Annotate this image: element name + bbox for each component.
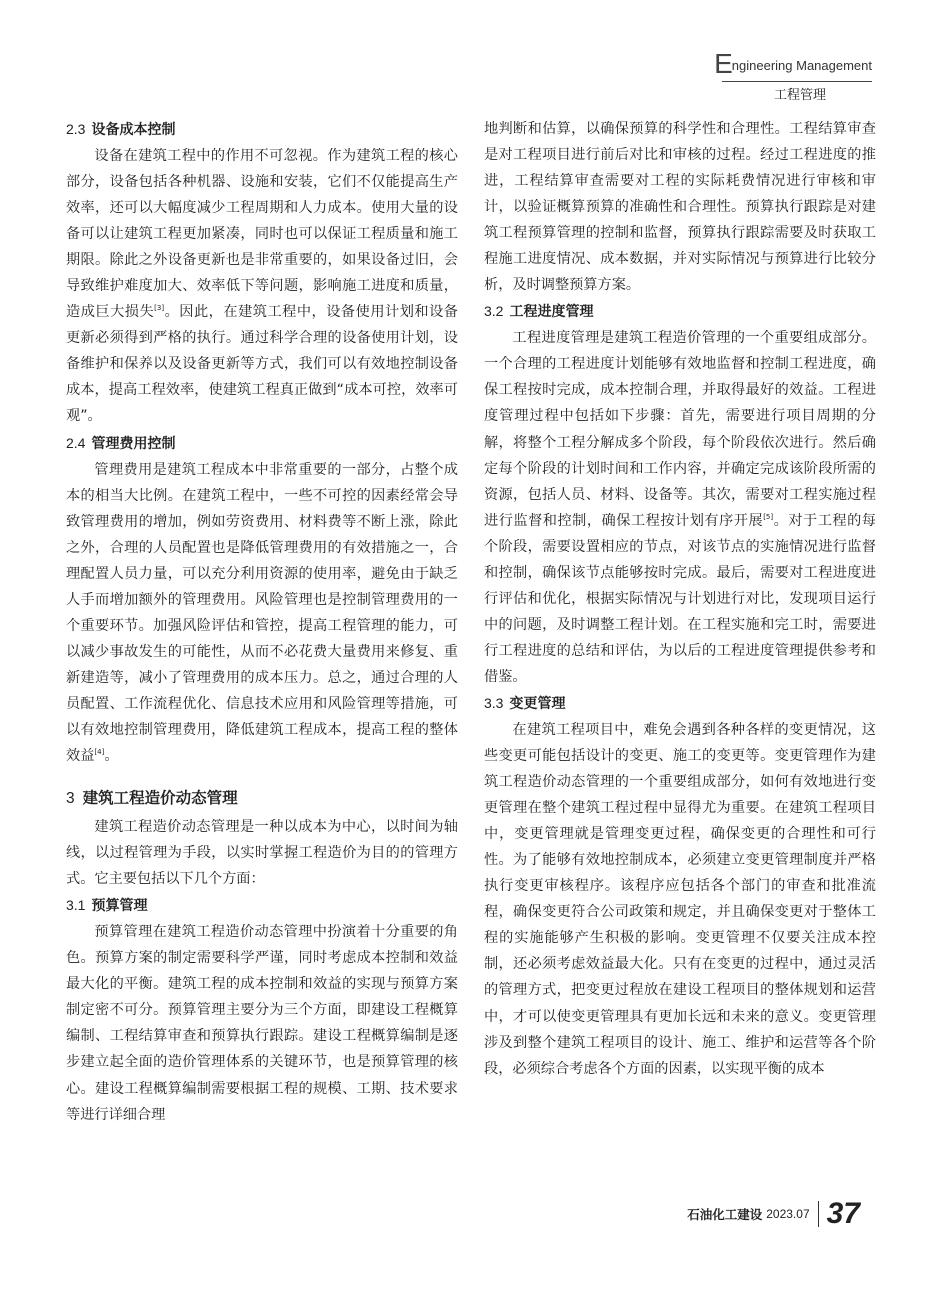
header-chinese: 工程管理	[773, 88, 826, 103]
section-3-paragraph: 建筑工程造价动态管理是一种以成本为中心，以时间为轴线，以过程管理为手段，以实时掌握工程造价为目的的管理方式。它主要包括以下几个方面：	[66, 819, 458, 888]
section-number: 3.2	[484, 303, 504, 320]
section-title: 设备成本控制	[91, 122, 176, 138]
page-footer	[687, 1197, 860, 1231]
section-title: 管理费用控制	[91, 435, 176, 452]
section-3-3-heading	[484, 690, 876, 717]
section-number: 3.1	[66, 897, 86, 914]
section-number: 3	[66, 790, 75, 808]
section-title: 工程进度管理	[509, 304, 594, 321]
header-english-initial: E	[714, 48, 732, 79]
footer-divider	[818, 1201, 819, 1227]
right-column	[484, 116, 876, 1082]
section-number: 2.3	[66, 121, 86, 137]
header-english	[714, 48, 872, 80]
header-rule	[722, 81, 872, 82]
section-2-4-heading	[66, 430, 458, 457]
section-3-2-heading	[484, 298, 876, 325]
journal-name: 石油化工建设	[687, 1207, 763, 1222]
citation-ref: [3]	[154, 304, 165, 313]
section-3-3-paragraph: 在建筑工程项目中，难免会遇到各种各样的变更情况，这些变更可能包括设计的变更、施工的变更等。变更管理作为建筑工程造价动态管理的一个重要组成部分，如何有效地进行变更管理在整个建筑工程过程中显得尤为重要。在建筑工程项目中，变更管理就是管理变更过程，确保变更的合理性和可行性。为了能够有效地控制成本，必须建立变更管理制度并严格执行变更审核程序。该程序应包括各个部门的审查和批准流程，确保变更符合公司政策和规定，并且确保变更对于整体工程的实施能够产生积极的影响。变更管理不仅要关注成本控制，还必须考虑效益最大化。只有在变更的过程中，通过灵活的管理方式，把变更过程放在建设工程项目的整体规划和运营中，才可以使变更管理具有更加长远和未来的意义。变更管理涉及到整个建筑工程项目的设计、施工、维护和运营等各个阶段，必须综合考虑各个方面的因素，以实现平衡的成本	[484, 721, 876, 1077]
section-3-heading	[66, 785, 458, 812]
section-title: 预算管理	[91, 898, 148, 915]
section-3-1-paragraph-continued: 地判断和估算，以确保预算的科学性和合理性。工程结算审查是对工程项目进行前后对比和审核的过程。经过工程进度的推进，工程结算审查需要对工程的实际耗费情况进行审核和审计，以验证概算预算的准确性和合理性。预算执行跟踪是对建筑工程预算管理的控制和监督，预算执行跟踪需要及时获取工程施工进度情况、成本数据，并对实际情况与预算进行比较分析，及时调整预算方案。	[484, 121, 876, 294]
section-3-2-paragraph: 工程进度管理是建筑工程造价管理的一个重要组成部分。一个合理的工程进度计划能够有效地监督和控制工程进度，确保工程按时完成，成本控制合理，并取得最好的效益。工程进度管理过程中包括如下步骤：首先，需要进行项目周期的分解，将整个工程分解成多个阶段，每个阶段依次进行。然后确定每个阶段的计划时间和工作内容，并确定完成该阶段所需的资源，包括人员、材料、设备等。其次，需要对工程实施过程进行监督和控制，确保工程按计划有序开展[5]。对于工程的每个阶段，需要设置相应的节点，对该节点的实施情况进行监督和控制，确保该节点能够按时完成。最后，需要对工程进度进行评估和优化，根据实际情况与计划进行对比，发现项目运行中的问题，及时调整工程计划。在工程实施和完工时，需要进行工程进度的总结和评估，为以后的工程进度管理提供参考和借鉴。	[484, 330, 876, 685]
section-title: 变更管理	[509, 695, 566, 712]
section-number: 3.3	[484, 694, 504, 711]
page-number: 37	[826, 1197, 860, 1230]
header-english-rest: ngineering Management	[731, 58, 872, 73]
section-title: 建筑工程造价动态管理	[82, 789, 238, 808]
section-2-3-paragraph: 设备在建筑工程中的作用不可忽视。作为建筑工程的核心部分，设备包括各种机器、设施和安装，它们不仅能提高生产效率，还可以大幅度减少工程周期和人力成本。使用大量的设备可以让建筑工程更加紧凑，同时也可以保证工程质量和施工期限。除此之外设备更新也是非常重要的，如果设备过旧，会导致维护难度加大、效率低下等问题，影响施工进度和质量，造成巨大损失[3]。因此，在建筑工程中，设备使用计划和设备更新必须得到严格的执行。通过科学合理的设备使用计划，设备维护和保养以及设备更新等方式，我们可以有效地控制设备成本，提高工程效率，使建筑工程真正做到“成本可控，效率可观”。	[66, 148, 458, 425]
section-2-3-heading	[66, 116, 458, 143]
citation-ref: [4]	[94, 748, 105, 757]
issue-date: 2023.07	[766, 1207, 810, 1221]
section-2-4-paragraph: 管理费用是建筑工程成本中非常重要的一部分，占整个成本的相当大比例。在建筑工程中，一些不可控的因素经常会导致管理费用的增加，例如劳资费用、材料费等不断上涨，除此之外，合理的人员配置也是降低管理费用的有效措施之一，合理配置人员力量，可以充分利用资源的使用率，避免由于缺乏人手而增加额外的管理费用。风险管理也是控制管理费用的一个重要环节。加强风险评估和管控，提高工程管理的能力，可以减少事故发生的可能性，从而不必花费大量费用来修复、重新建造等，减小了管理费用的成本压力。总之，通过合理的人员配置、工作流程优化、信息技术应用和风险管理等措施，可以有效地控制管理费用，降低建筑工程成本，提高工程的整体效益[4]。	[66, 461, 458, 765]
section-3-1-paragraph: 预算管理在建筑工程造价动态管理中扮演着十分重要的角色。预算方案的制定需要科学严谨，同时考虑成本控制和效益最大化的平衡。建筑工程的成本控制和效益的实现与预算方案制定密不可分。预算管理主要分为三个方面，即建设工程概算编制、工程结算审查和预算执行跟踪。建设工程概算编制是逐步建立起全面的造价管理体系的关键环节，也是预算管理的核心。建设工程概算编制需要根据工程的规模、工期、技术要求等进行详细合理	[66, 924, 458, 1123]
section-3-1-heading	[66, 892, 458, 919]
left-column	[66, 116, 458, 1128]
citation-ref: [5]	[763, 512, 774, 521]
section-number: 2.4	[66, 434, 86, 451]
running-header	[714, 48, 872, 103]
